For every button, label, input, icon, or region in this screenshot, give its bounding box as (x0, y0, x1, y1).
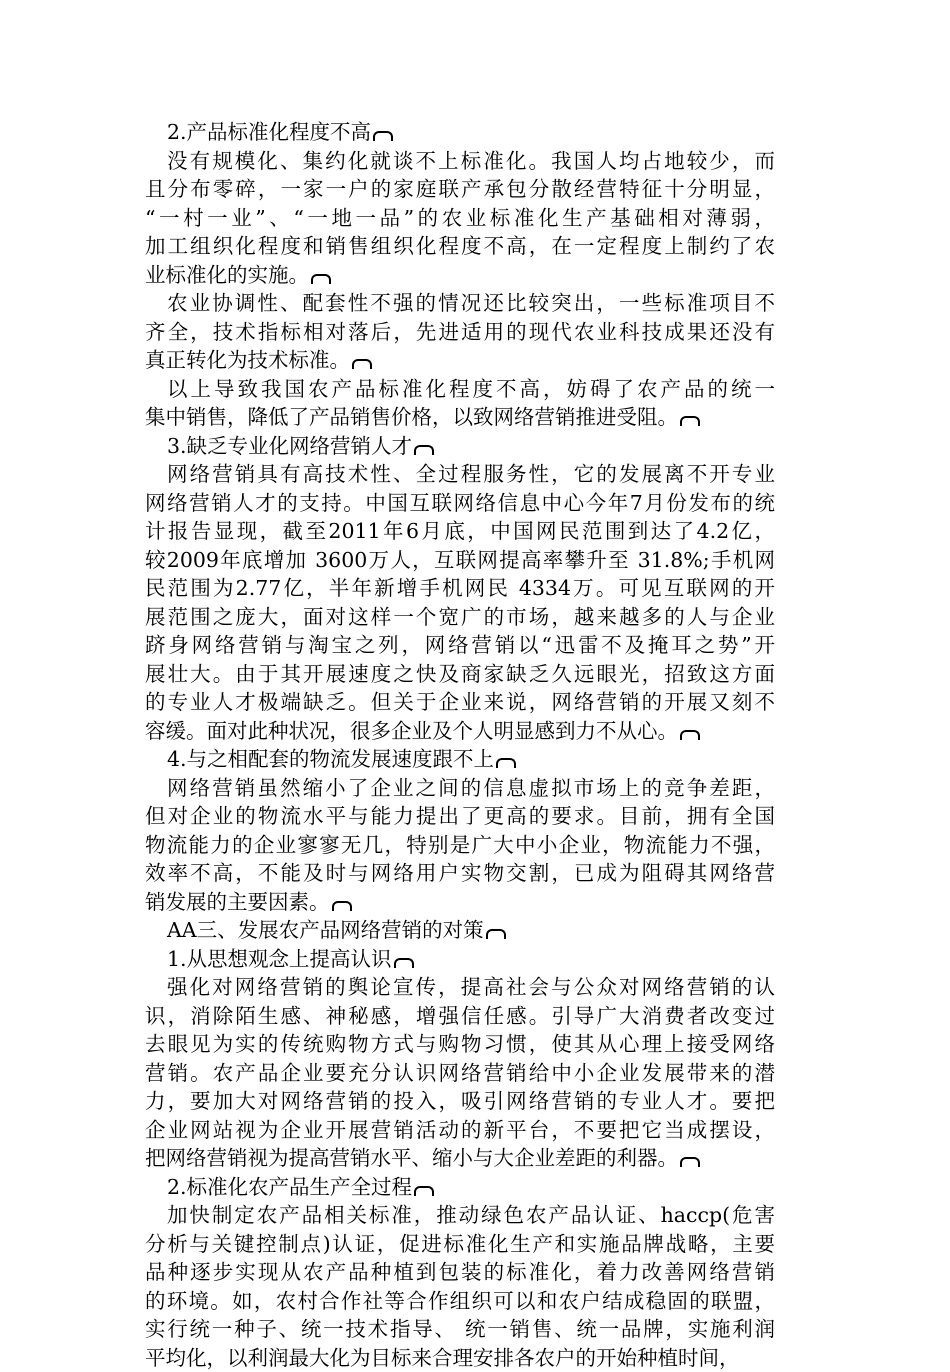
paragraph-line-text: 加工组织化程度和销售组织化程度不高，在一定程度上制约了农 (145, 234, 775, 258)
section-heading-text: 2.标准化农产品生产全过程 (167, 1175, 412, 1199)
paragraph-line (145, 1287, 775, 1316)
paragraph-mark-icon (373, 131, 393, 141)
paragraph (145, 289, 775, 375)
section-heading (145, 118, 775, 147)
paragraph-line (145, 460, 775, 489)
paragraph-line-text: 较2009年底增加 3600万人，互联网提高率攀升至 31.8%;手机网 (145, 548, 775, 572)
paragraph-line-text: 营销。农产品企业要充分认识网络营销给中小企业发展带来的潜 (145, 1061, 775, 1085)
paragraph-line (145, 631, 775, 660)
paragraph-line (145, 574, 775, 603)
paragraph-line-text: 分析与关键控制点)认证，促进标准化生产和实施品牌战略，主要 (145, 1232, 775, 1256)
paragraph-line (145, 1087, 775, 1116)
paragraph-mark-icon (680, 730, 700, 740)
paragraph-line-text: 展壮大。由于其开展速度之快及商家缺乏久远眼光，招致这方面 (145, 662, 775, 686)
paragraph-line-text: 齐全，技术指标相对落后，先进适用的现代农业科技成果还没有 (145, 320, 775, 344)
paragraph-line-text: 且分布零碎，一家一户的家庭联产承包分散经营特征十分明显， (145, 177, 775, 201)
paragraph-line-text: 品种逐步实现从农产品种植到包装的标准化，着力改善网络营销 (145, 1260, 775, 1284)
paragraph-line-text: 的专业人才极端缺乏。但关于企业来说，网络营销的开展又刻不 (145, 690, 775, 714)
paragraph-line-text: 物流能力的企业寥寥无几，特别是广大中小企业，物流能力不强， (145, 833, 775, 857)
paragraph-line (145, 147, 775, 176)
paragraph-line (145, 1258, 775, 1287)
paragraph-line (145, 717, 775, 746)
paragraph-line (145, 859, 775, 888)
paragraph-line (145, 888, 775, 917)
paragraph-mark-icon (394, 958, 414, 968)
paragraph-line-text: 强化对网络营销的舆论宣传，提高社会与公众对网络营销的认 (167, 975, 775, 999)
paragraph-line (145, 1344, 775, 1372)
paragraph-line-text: 去眼见为实的传统购物方式与购物习惯，使其从心理上接受网络 (145, 1032, 775, 1056)
paragraph-mark-icon (680, 416, 700, 426)
paragraph-line-text: 以上导致我国农产品标准化程度不高，妨碍了农产品的统一 (167, 377, 775, 401)
paragraph-line (145, 232, 775, 261)
paragraph-line (145, 318, 775, 347)
paragraph-line-text: 销发展的主要因素。 (145, 890, 330, 914)
paragraph-line (145, 688, 775, 717)
paragraph-line (145, 289, 775, 318)
paragraph-line-text: 集中销售，降低了产品销售价格，以致网络营销推进受阻。 (145, 405, 678, 429)
paragraph-line-text: 力，要加大对网络营销的投入，吸引网络营销的专业人才。要把 (145, 1089, 775, 1113)
paragraph-mark-icon (414, 445, 434, 455)
paragraph-line (145, 517, 775, 546)
paragraph-line-text: 识，消除陌生感、神秘感，增强信任感。引导广大消费者改变过 (145, 1004, 775, 1028)
paragraph-mark-icon (680, 1157, 700, 1167)
paragraph-line-text: 没有规模化、集约化就谈不上标准化。我国人均占地较少，而 (167, 149, 775, 173)
paragraph-line-text: 业标准化的实施。 (145, 263, 309, 287)
paragraph-line-text: “一村一业”、“一地一品”的农业标准化生产基础相对薄弱， (145, 206, 775, 230)
paragraph-line-text: 效率不高，不能及时与网络用户实物交割，已成为阻碍其网络营 (145, 861, 775, 885)
section-heading (145, 916, 775, 945)
paragraph-line (145, 603, 775, 632)
paragraph-line (145, 1144, 775, 1173)
paragraph-line (145, 973, 775, 1002)
paragraph-line (145, 1002, 775, 1031)
paragraph (145, 774, 775, 917)
paragraph-line-text: 加快制定农产品相关标准，推动绿色农产品认证、haccp(危害 (167, 1203, 775, 1227)
paragraph-line-text: 把网络营销视为提高营销水平、缩小与大企业差距的利器。 (145, 1146, 678, 1170)
paragraph (145, 973, 775, 1173)
paragraph (145, 147, 775, 290)
paragraph-line-text: 跻身网络营销与淘宝之列，网络营销以“迅雷不及掩耳之势”开 (145, 633, 775, 657)
paragraph-line-text: 计报告显现，截至2011年6月底，中国网民范围到达了4.2亿， (145, 519, 775, 543)
section-heading-text: 3.缺乏专业化网络营销人才 (167, 434, 412, 458)
section-heading (145, 745, 775, 774)
paragraph-line (145, 346, 775, 375)
paragraph-line-text: 企业网站视为企业开展营销活动的新平台，不要把它当成摆设， (145, 1118, 775, 1142)
paragraph-line (145, 1230, 775, 1259)
paragraph-line-text: 网络营销虽然缩小了企业之间的信息虚拟市场上的竞争差距， (167, 776, 775, 800)
paragraph-line-text: 但对企业的物流水平与能力提出了更高的要求。目前，拥有全国 (145, 804, 775, 828)
paragraph (145, 375, 775, 432)
paragraph-line-text: 真正转化为技术标准。 (145, 348, 350, 372)
paragraph-line-text: 农业协调性、配套性不强的情况还比较突出，一些标准项目不 (167, 291, 775, 315)
paragraph-line-text: 平均化，以利润最大化为目标来合理安排各农户的开始种植时间， (145, 1346, 740, 1370)
paragraph-line-text: 民范围为2.77亿，半年新增手机网民 4334万。可见互联网的开 (145, 576, 775, 600)
paragraph-mark-icon (496, 758, 516, 768)
paragraph-line-text: 的环境。如，农村合作社等合作组织可以和农户结成稳固的联盟， (145, 1289, 775, 1313)
paragraph-line (145, 1116, 775, 1145)
paragraph-line (145, 1201, 775, 1230)
section-heading (145, 945, 775, 974)
paragraph-mark-icon (332, 901, 352, 911)
paragraph-line (145, 204, 775, 233)
paragraph-line (145, 261, 775, 290)
paragraph-mark-icon (352, 359, 372, 369)
section-heading-text: 1.从思想观念上提高认识 (167, 947, 392, 971)
paragraph (145, 1201, 775, 1372)
paragraph-mark-icon (311, 274, 331, 284)
paragraph-mark-icon (486, 929, 506, 939)
section-heading-text: AA三、发展农产品网络营销的对策 (167, 918, 484, 942)
paragraph (145, 460, 775, 745)
paragraph-line (145, 802, 775, 831)
section-heading (145, 432, 775, 461)
paragraph-line-text: 网络营销具有高技术性、全过程服务性，它的发展离不开专业 (167, 462, 775, 486)
paragraph-line (145, 175, 775, 204)
document-body (145, 118, 775, 1372)
paragraph-line (145, 489, 775, 518)
paragraph-line (145, 774, 775, 803)
paragraph-line (145, 660, 775, 689)
paragraph-line-text: 容缓。面对此种状况，很多企业及个人明显感到力不从心。 (145, 719, 678, 743)
section-heading-text: 2.产品标准化程度不高 (167, 120, 371, 144)
section-heading-text: 4.与之相配套的物流发展速度跟不上 (167, 747, 494, 771)
paragraph-line-text: 实行统一种子、统一技术指导、 统一销售、统一品牌，实施利润 (145, 1317, 775, 1341)
paragraph-mark-icon (414, 1186, 434, 1196)
section-heading (145, 1173, 775, 1202)
paragraph-line (145, 1315, 775, 1344)
paragraph-line (145, 1030, 775, 1059)
paragraph-line-text: 展范围之庞大，面对这样一个宽广的市场，越来越多的人与企业 (145, 605, 775, 629)
paragraph-line (145, 1059, 775, 1088)
paragraph-line (145, 546, 775, 575)
paragraph-line (145, 375, 775, 404)
paragraph-line (145, 831, 775, 860)
paragraph-line (145, 403, 775, 432)
paragraph-line-text: 网络营销人才的支持。中国互联网络信息中心今年7月份发布的统 (145, 491, 775, 515)
